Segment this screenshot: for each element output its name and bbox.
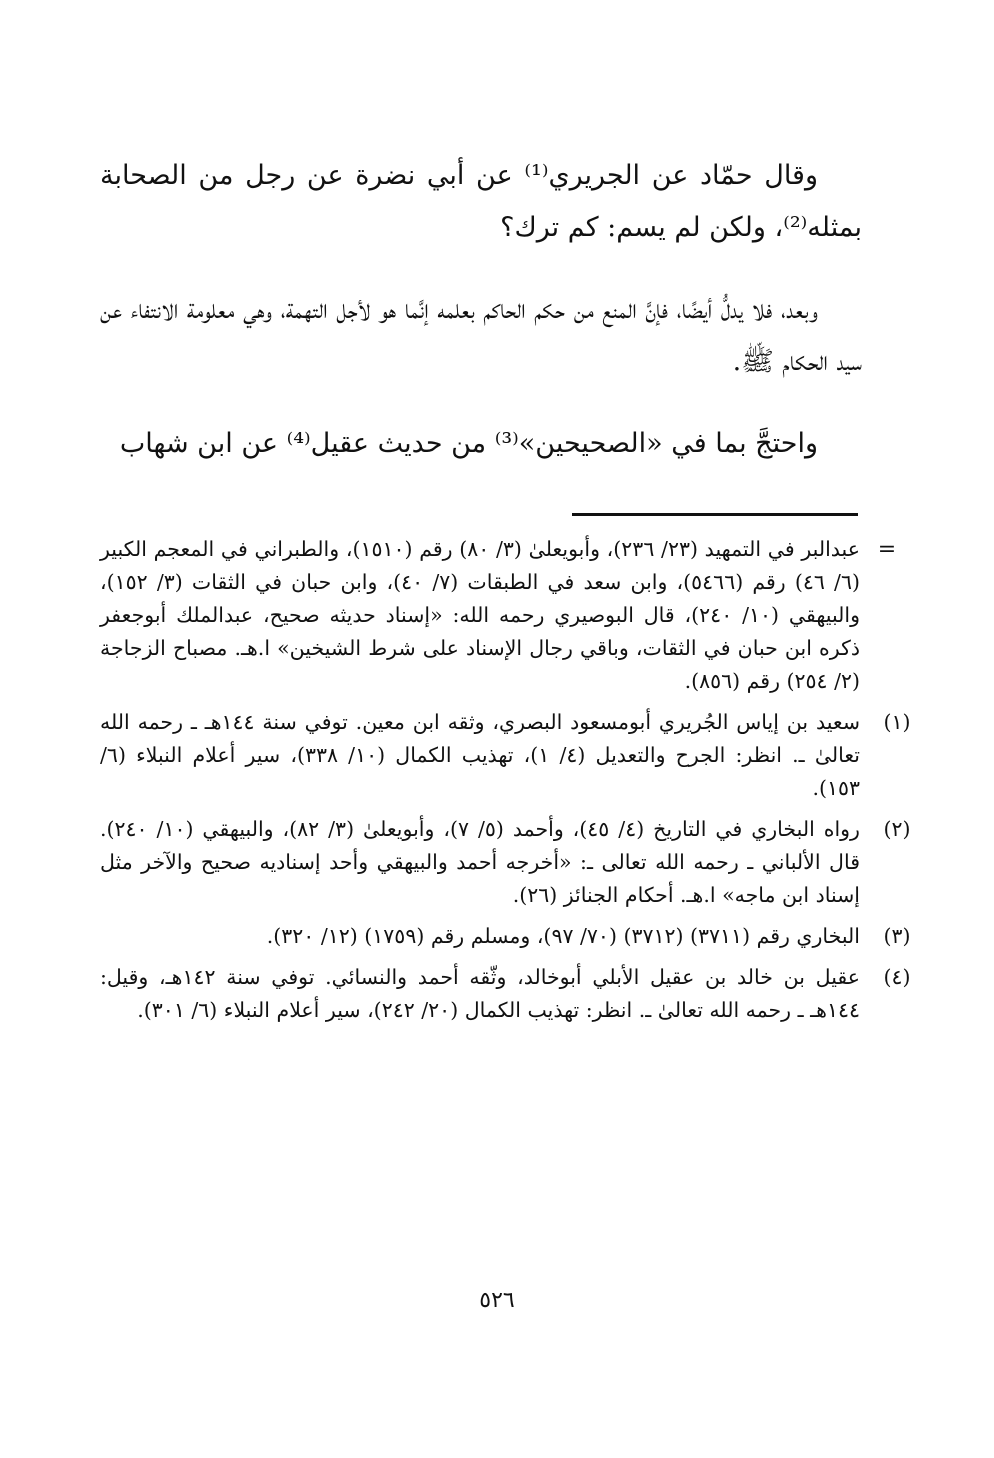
- footnote-text: عبدالبر في التمهيد (٢٣/ ٢٣٦)، وأبويعلىٰ (٣/ ٨٠) رقم (١٥١٠)، والطبراني في المعجم الكبير (٦/ ٤٦) رقم (٥٤٦٦)، وابن سعد في الطبقات (٧/ ٤٠)، وابن حبان في الثقات (٣/ ١٥٢)، والبيهقي (١٠/ ٢٤٠)، قال البوصيري رحمه الله: «إسناد حديثه صحيح، عبدالملك أبوجعفر ذكره ابن حبان في الثقات، وباقي رجال الإسناد على شرط الشيخين» ا.هـ. مصباح الزجاجة (٢/ ٢٥٤) رقم (٨٥٦).: [100, 537, 860, 693]
- footnote-3: [100, 920, 911, 953]
- main-paragraph-3: واحتجَّ بما في «الصحيحين»⁽³⁾ من حديث عقيل⁽⁴⁾ عن ابن شهاب: [119, 428, 818, 459]
- footnote-text: سعيد بن إياس الجُريري أبومسعود البصري، وثقه ابن معين. توفي سنة ١٤٤هـ ـ رحمه الله تعالىٰ ـ. انظر: الجرح والتعديل (٤/ ١)، تهذيب الكمال (١٠/ ٣٣٨)، سير أعلام النبلاء (٦/ ١٥٣).: [100, 710, 861, 800]
- footnote-2: [100, 813, 911, 912]
- footnote-text: البخاري رقم (٣٧١١) (٣٧١٢) (٧٠/ ٩٧)، ومسلم رقم (١٧٥٩) (١٢/ ٣٢٠).: [266, 924, 860, 948]
- main-paragraph-1: وقال حمّاد عن الجريري⁽¹⁾ عن أبي نضرة عن رجل من الصحابة بمثله⁽²⁾، ولكن لم يسم: كم ترك؟: [100, 160, 862, 243]
- footnote-marker: =: [877, 537, 897, 562]
- footnotes: [100, 533, 911, 1035]
- footnote-marker: (٤): [883, 965, 911, 989]
- footnote-text: عقيل بن خالد بن عقيل الأبلي أبوخالد، وثّقه أحمد والنسائي. توفي سنة ١٤٢هـ، وقيل: ١٤٤هـ ـ رحمه الله تعالىٰ ـ. انظر: تهذيب الكمال (٢٠/ ٢٤٢)، سير أعلام النبلاء (٦/ ٣٠١).: [100, 965, 860, 1022]
- page-number: ٥٢٦: [479, 1288, 515, 1313]
- main-paragraph-2: وبعد، فلا يدلُّ أيضًا، فإنَّ المنع من حكم الحاكم بعلمه إنَّما هو لأجل التهمة، وهي معلومة الانتفاء عن سيد الحكام ﷺ.: [100, 294, 862, 377]
- footnote-separator: [572, 513, 858, 516]
- footnote-marker: (٣): [883, 924, 911, 948]
- footnote-marker: (١): [883, 710, 911, 734]
- footnote-4: [100, 961, 911, 1027]
- footnote-1: [100, 706, 911, 805]
- main-text: [100, 150, 862, 470]
- footnote-marker: (٢): [883, 817, 911, 841]
- footnote-text: رواه البخاري في التاريخ (٤/ ٤٥)، وأحمد (٥/ ٧)، وأبويعلىٰ (٣/ ٨٢)، والبيهقي (١٠/ ٢٤٠). قال الألباني ـ رحمه الله تعالى ـ: «أخرجه أحمد والبيهقي وأحد إسناديه صحيح والآخر مثل إسناد ابن ماجه» ا.هـ. أحكام الجنائز (٢٦).: [100, 817, 860, 907]
- footnote-continuation: [100, 533, 897, 698]
